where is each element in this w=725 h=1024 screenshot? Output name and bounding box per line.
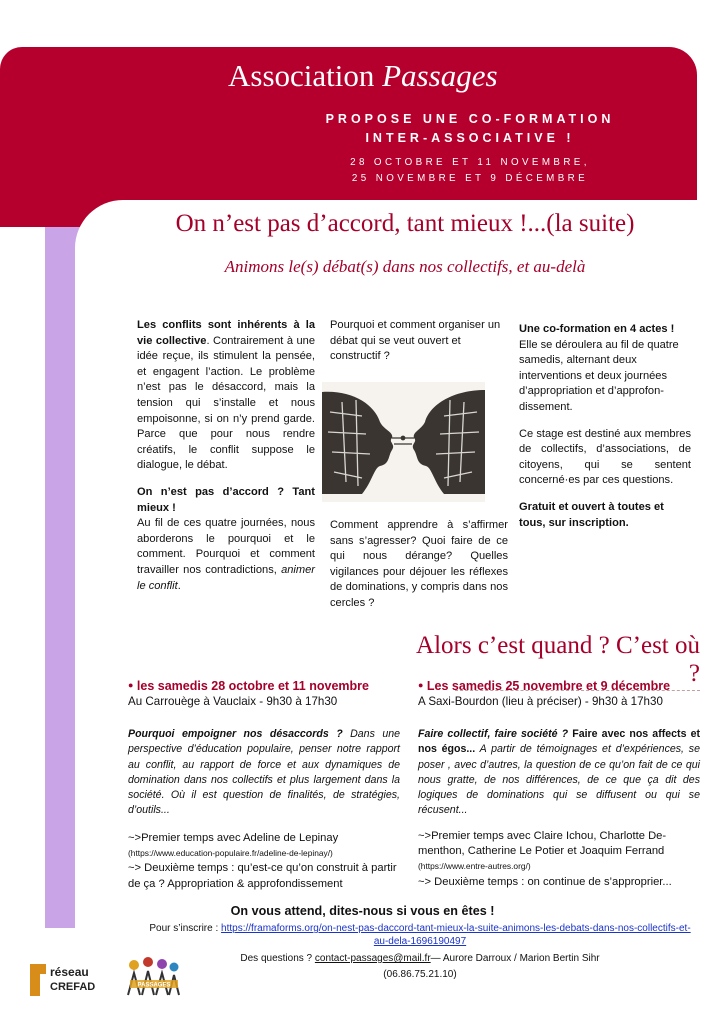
passages-logo [122, 955, 184, 1001]
svg-text:PASSAGES: PASSAGES [137, 982, 171, 989]
session-b-details: Faire collectif, faire société ? Faire avec nos affects et nos égos... A partir de témoignages et d’expériences, se poser , avec d’autres, la question de ce qu’on fait de ce qui nous gratte, de nos différences, de ce que ça dit des logiques de dominations qui se diffusent ou qui se récusent... ~>Premier temps avec Claire Ichou, Charlotte Dementhon, Catherine Le Potier et Joaquim Ferrand (https://www.entre-autres.org/) ~> Deuxième temps : on continue de s’approprier... [418, 728, 700, 888]
signup-link[interactable]: https://framaforms.org/on-nest-pas-daccord-tant-mieux-la-suite-animons-les-debats-dans-nos-collectifs-et- [221, 923, 691, 934]
header-subtitle-2: INTER-ASSOCIATIVE ! [365, 131, 575, 145]
session-b-header: ● Les samedis 25 novembre et 9 décembre A Saxi-Bourdon (lieu à préciser) - 9h30 à 17h30 [418, 679, 671, 708]
session-a-details: Pourquoi empoigner nos désaccords ? Dans une perspective d’éducation populaire, penser notre rapport au conflit, au rapport de force et aux dynamiques de domination dans nos collectifs et plus largement dans la société. Où il est question de finalités, de stratégies, d’outils... ~>Premier temps avec Adeline de Lepinay (https://www.education-populaire.fr/adeline-de-lepinay/) ~> Deuxième temps : qu’est-ce qu’on construit à partir de ça ? Appropriation & approfondissement [128, 728, 400, 890]
session-a-header: ● les samedis 28 octobre et 11 novembre Au Carrouège à Vauclaix - 9h30 à 17h30 [128, 679, 369, 708]
footer-call: On vous attend, dites-nous si vous en êtes ! [230, 904, 495, 918]
when-title: Alors c’est quand ? C’est où ? [416, 632, 700, 687]
column-intro: Les conflits sont inhérents à la vie collective. Contrairement à une idée reçue, ils stimulent la pensée, et engagent l’action. Le problème n’est pas le désaccord, mais la tension qui s’installe et nous empoisonne, si on n’y prend garde. Parce que pour nous rendre créatifs, le conflit suppose le dialogue, le débat. On n’est pas d’accord ? Tant mieux ! Au fil de ces quatre journées, nous aborderons le pourquoi et le comment. Pourquoi et comment travailler nos contradictions, animer le conflit. [137, 319, 315, 592]
header-dates-1: 28 OCTOBRE ET 11 NOVEMBRE, [350, 157, 590, 168]
main-subtitle: Animons le(s) débat(s) dans nos collectifs, et au-delà [224, 257, 586, 276]
email-link[interactable]: contact-passages@mail.fr [314, 953, 431, 964]
debate-illustration [322, 382, 485, 502]
bullet-icon: ● [418, 680, 424, 690]
signup-link-cont[interactable]: au-dela-1696190497 [373, 936, 467, 947]
column-questions-bottom: Comment apprendre à s’affirmer sans s’agresser? Quoi faire de ce qui nous dérange? Quelles vigilances pour déjouer les réflexes de dominations, y compris dans nos cercles ? [330, 519, 508, 609]
phone-line: (06.86.75.21.10) [383, 969, 457, 980]
header-subtitle-1: PROPOSE UNE CO-FORMATION [325, 112, 615, 126]
signup-line: Pour s’inscrire : https://framaforms.org/on-nest-pas-daccord-tant-mieux-la-suite-animons-les-debats-dans-nos-collectifs-et- au-dela-1696190497 [149, 923, 691, 947]
reseau-text: réseau [50, 965, 89, 979]
reseau-crefad-logo [28, 958, 120, 998]
bullet-icon: ● [128, 680, 134, 690]
header-dates-2: 25 NOVEMBRE ET 9 DÉCEMBRE [351, 173, 589, 184]
crefad-text: CREFAD [50, 981, 96, 993]
header-title: Association Passages [228, 58, 498, 93]
questions-line: Des questions ? contact-passages@mail.fr— Aurore Darroux / Marion Bertin Sihr [240, 953, 600, 964]
column-questions-top: Pourquoi et comment organiser un débat qui se veut ouvert et constructif ? [330, 319, 501, 363]
main-title: On n’est pas d’accord, tant mieux !...(la suite) [175, 210, 635, 237]
column-format: Une co-formation en 4 actes ! Elle se déroulera au fil de quatre samedis, alternant deux interventions et deux journées d’appropriation et d’approfondissement. Ce stage est destiné aux membres de collectifs, d’associations, de citoyens, qui se sentent concerné·es par ces questions. Gratuit et ouvert à toutes et tous, sur inscription. [519, 323, 691, 529]
